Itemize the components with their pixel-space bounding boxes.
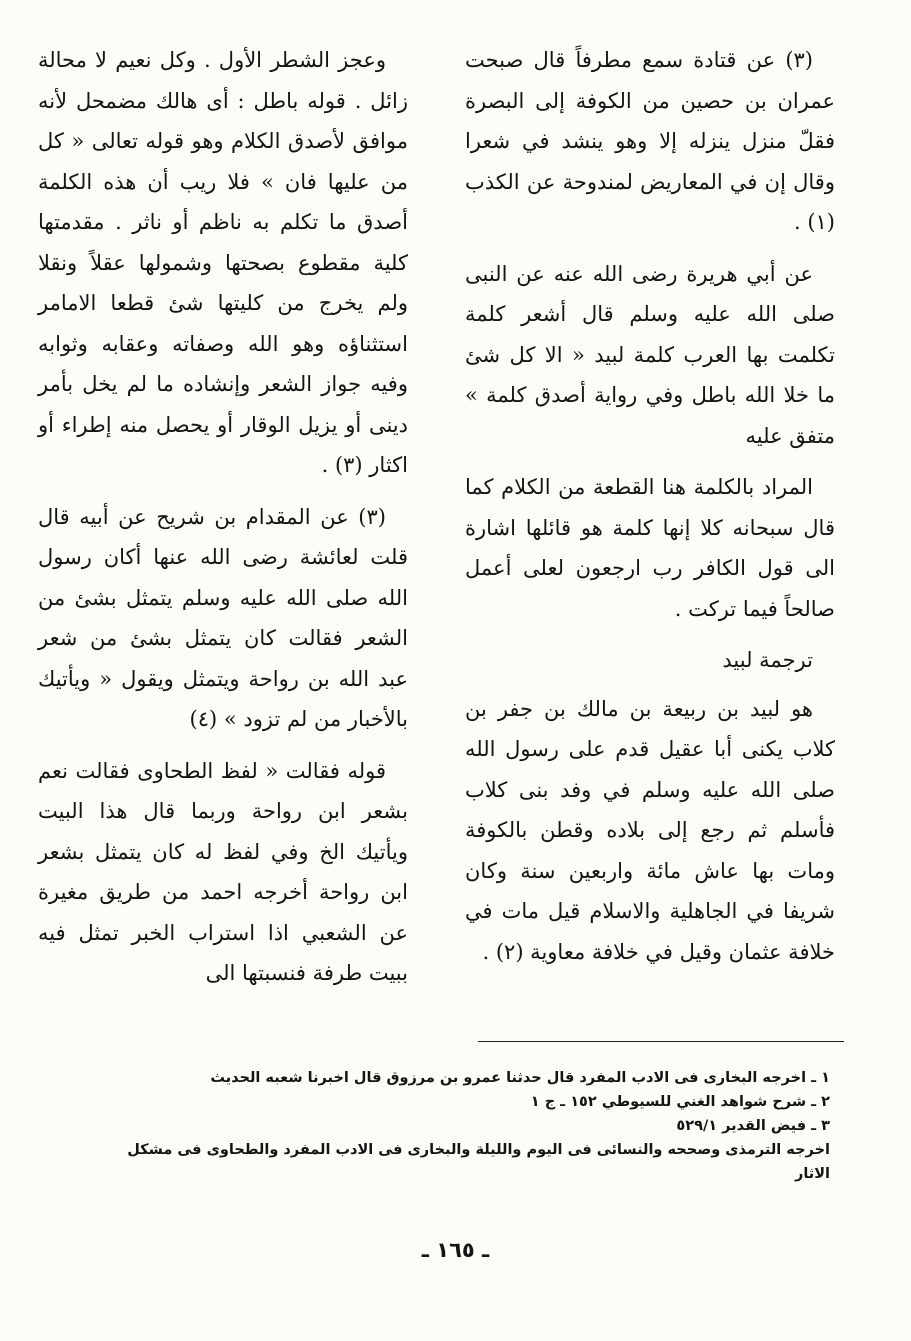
paragraph-qatada: (٣) عن قتادة سمع مطرفاً قال صبحت عمران بن حصين من الكوفة إلى البصرة فقلّ منزل ينزله إلا وهو ينشد في شعرا وقال إن في المعاريض لمندوحة عن الكذب (١) . (465, 48, 835, 234)
footnote-1: ١ ـ اخرجه البخارى فى الادب المفرد قال حدثنا عمرو بن مرزوق قال اخبرنا شعبه الحديث (210, 1070, 830, 1086)
footnote-3: ٣ ـ فيض القدير ٥٢٩/١ (676, 1118, 830, 1134)
footnote-divider (478, 1041, 844, 1042)
section-heading-labid: ترجمة لبيد (722, 648, 813, 672)
paragraph-labid-biography: هو لبيد بن ربيعة بن مالك بن جفر بن كلاب يكنى أبا عقيل قدم على رسول الله صلى الله عليه وسلم في وفد بنى كلاب فأسلم ثم رجع إلى بلاده وقطن بالكوفة ومات بها عاش مائة واربعين سنة وكان شريفا في الجاهلية والاسلام قيل مات في خلافة عثمان وقيل في خلافة معاوية (٢) . (465, 696, 835, 964)
paragraph-abu-hurayra: عن أبي هريرة رضى الله عنه عن النبى صلى الله عليه وسلم قال أشعر كلمة تكلمت بها العرب كلمة لبيد « الا كل شئ ما خلا الله باطل وفي رواية أصدق كلمة » متفق عليه (465, 261, 835, 448)
left-column (38, 40, 408, 1005)
page-number: ـ ١٦٥ ـ (421, 1238, 490, 1262)
footnote-2: ٢ ـ شرح شواهد الغني للسيوطي ١٥٢ ـ ج ١ (530, 1094, 830, 1110)
paragraph-miqdam: (٣) عن المقدام بن شريح عن أبيه قال قلت لعائشة رضى الله عنها أكان رسول الله صلى الله عليه وسلم يتمثل بشئ من الشعر فقالت كان يتمثل بشئ من شعر عبد الله بن رواحة ويتمثل ويقول « ويأتيك بالأخبار من لم تزود » (٤) (38, 504, 408, 731)
paragraph-tahawi: قوله فقالت « لفظ الطحاوى فقالت نعم بشعر ابن رواحة وربما قال هذا البيت ويأتيك الخ وفي لفظ له كان يتمثل بشعر ابن رواحة أخرجه احمد من طريق مغيرة عن الشعبي اذا استراب الخبر تمثل فيه ببيت طرفة فنسبتها الى (38, 758, 408, 985)
footnote-4: اخرجه الترمذى وصححه والنسائى فى اليوم والليلة والبخارى فى الادب المفرد والطحاوى فى مشكل الاثار (127, 1142, 830, 1182)
paragraph-kalima-meaning: المراد بالكلمة هنا القطعة من الكلام كما قال سبحانه كلا إنها كلمة هو قائلها اشارة الى قول الكافر رب ارجعون لعلى أعمل صالحاً فيما تركت . (465, 475, 835, 621)
footnotes (90, 1066, 830, 1186)
right-column (465, 40, 835, 983)
paragraph-verse-commentary: وعجز الشطر الأول . وكل نعيم لا محالة زائل . قوله باطل : أى هالك مضمحل لأنه موافق لأصدق الكلام وهو قوله تعالى « كل من عليها فان » فلا ريب أن هذه الكلمة أصدق ما تكلم به ناظم أو ناثر . مقدمتها كلية مقطوع بصحتها وشمولها عقلاً ونقلا ولم يخرج من كليتها شئ قطعا الامامر استثناؤه وهو الله وصفاته وعقابه وثوابه وفيه جواز الشعر وإنشاده ما لم يخل بأمر دينى أو يزيل الوقار أو يحصل منه إطراء أو اكثار (٣) . (38, 48, 408, 477)
